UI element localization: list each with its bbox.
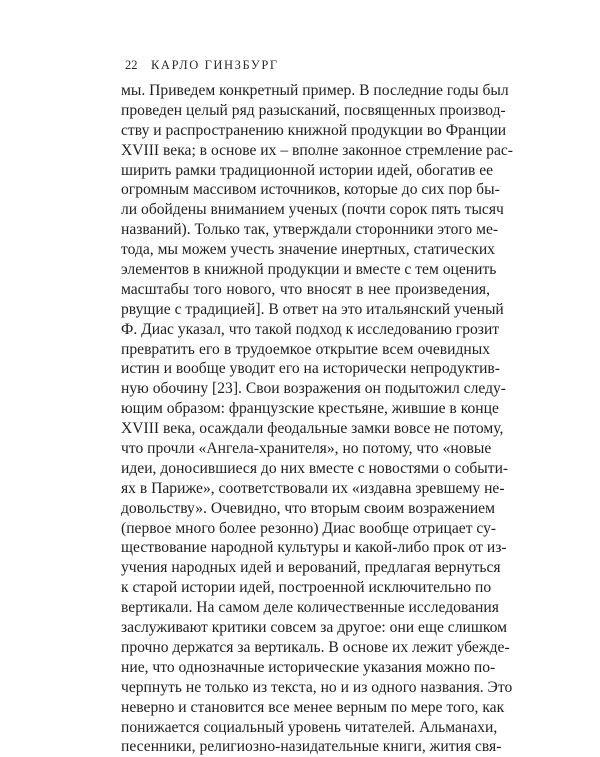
text-line: понижается социальный уровень читателей. Альманахи,: [121, 718, 498, 736]
body-text: [121, 81, 513, 757]
text-line: что прочли «Ангела-хранителя», но потому, что «новые: [121, 440, 492, 458]
text-line: ющим образом: французские крестьяне, жившие в конце: [121, 400, 499, 418]
text-line: истин и вообще уводит его на исторически непродуктив-: [121, 360, 500, 378]
text-line: идеи, доносившиеся до них вместе с новостями о событи-: [121, 459, 509, 477]
text-line: ли обойдены вниманием ученых (почти сорок пять тысяч: [121, 201, 504, 219]
text-line: рвущие с традицией]. В ответ на это итальянский ученый: [121, 300, 504, 318]
text-line: тода, мы можем учесть значение инертных, статических: [121, 241, 495, 259]
text-line: масштабы того нового, что вносят в нее произведения,: [121, 280, 490, 298]
text-line: ях в Париже», соответствовали их «издавна зревшему не-: [121, 479, 505, 497]
text-line: учения народных идей и верований, предлагая вернуться: [121, 559, 501, 577]
text-line: названий). Только так, утверждали сторонники этого ме-: [121, 221, 499, 239]
running-head: [125, 58, 279, 73]
text-line: превратить его в трудоемкое открытие всем очевидных: [121, 340, 490, 358]
text-line: ству и распространению книжной продукции во Франции: [121, 121, 507, 139]
text-line: к старой истории идей, построенной исключительно по: [121, 579, 492, 597]
text-line: элементов в книжной продукции и вместе с тем оценить: [121, 261, 497, 279]
text-line: проведен целый ряд разысканий, посвященных производ-: [121, 101, 506, 119]
text-line: довольству». Очевидно, что вторым своим возражением: [121, 499, 495, 517]
text-line: ную обочину [23]. Свои возражения он подытожил следу-: [121, 380, 507, 398]
text-line: песенники, религиозно-назидательные книги, жития свя-: [121, 738, 502, 756]
text-line: Ф. Диас указал, что такой подход к исследованию грозит: [121, 320, 500, 338]
text-line: ширить рамки традиционной истории идей, обогатив ее: [121, 161, 494, 179]
text-line: (первое много более резонно) Диас вообще отрицает су-: [121, 519, 497, 537]
text-line: вертикали. На самом деле количественные исследования: [121, 599, 499, 617]
text-line: заслуживают критики совсем за другое: они еще слишком: [121, 619, 508, 637]
running-head-author: КАРЛО ГИНЗБУРГ: [151, 58, 279, 72]
text-line: ществование народной культуры и какой-либо прок от из-: [121, 539, 507, 557]
text-line: мы. Приведем конкретный пример. В последние годы был: [121, 82, 509, 99]
text-line: XVIII века; в основе их – вполне законное стремление рас-: [121, 141, 513, 159]
text-line: огромным массивом источников, которые до сих пор бы-: [121, 181, 500, 199]
text-line: прочно держатся за вертикаль. В основе их лежит убежде-: [121, 638, 510, 656]
text-line: неверно и становится все менее верным по мере того, как: [121, 698, 505, 716]
text-line: XVIII века, осаждали феодальные замки вовсе не потому,: [121, 420, 504, 438]
text-line: черпнуть не только из текста, но и из одного названия. Это: [121, 678, 513, 696]
page-number: 22: [125, 58, 138, 72]
text-line: ние, что однозначные исторические указания можно по-: [121, 658, 496, 676]
